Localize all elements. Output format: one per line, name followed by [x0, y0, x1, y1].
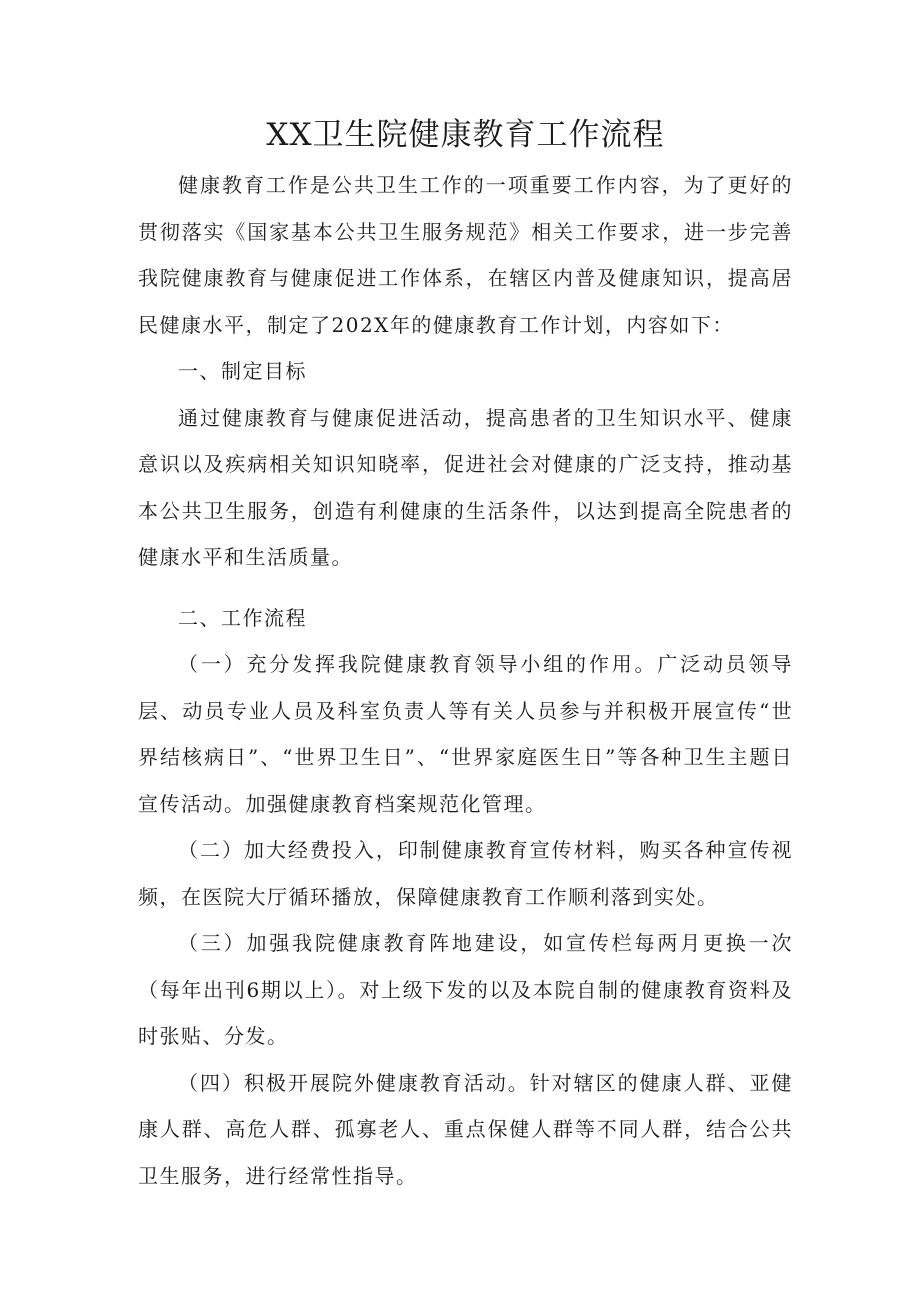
spacer — [138, 581, 793, 595]
section-heading-goals: 一、制定目标 — [178, 359, 307, 383]
workflow-item-2: （二）加大经费投入，印制健康教育宣传材料，购买各种宣传视频，在医院大厅循环播放，保障健康教育工作顺利落到实处。 — [138, 838, 793, 909]
section-heading-workflow: 二、工作流程 — [178, 605, 307, 630]
workflow-item-4: （四）积极开展院外健康教育活动。针对辖区的健康人群、亚健康人群、高危人群、孤寡老人、重点保健人群等不同人群，结合公共卫生服务，进行经常性指导。 — [138, 1070, 793, 1188]
workflow-item-3: （三）加强我院健康教育阵地建设，如宣传栏每两月更换一次（每年出刊6期以上）。对上级下发的以及本院自制的健康教育资料及时张贴、分发。 — [138, 931, 793, 1048]
goals-paragraph: 通过健康教育与健康促进活动，提高患者的卫生知识水平、健康意识以及疾病相关知识知晓率，促进社会对健康的广泛支持，推动基本公共卫生服务，创造有利健康的生活条件，以达到提高全院患者的健康水平和生活质量。 — [138, 405, 793, 569]
intro-paragraph: 健康教育工作是公共卫生工作的一项重要工作内容，为了更好的贯彻落实《国家基本公共卫生服务规范》相关工作要求，进一步完善我院健康教育与健康促进工作体系，在辖区内普及健康知识，提高居民健康水平，制定了202X年的健康教育工作计划，内容如下： — [138, 173, 793, 337]
document-title: XX卫生院健康教育工作流程 — [266, 117, 665, 153]
document-page — [138, 112, 793, 1199]
workflow-item-1: （一）充分发挥我院健康教育领导小组的作用。广泛动员领导层、动员专业人员及科室负责人等有关人员参与并积极开展宣传“世界结核病日”、“世界卫生日”、“世界家庭医生日”等各种卫生主题日宣传活动。加强健康教育档案规范化管理。 — [138, 652, 793, 816]
